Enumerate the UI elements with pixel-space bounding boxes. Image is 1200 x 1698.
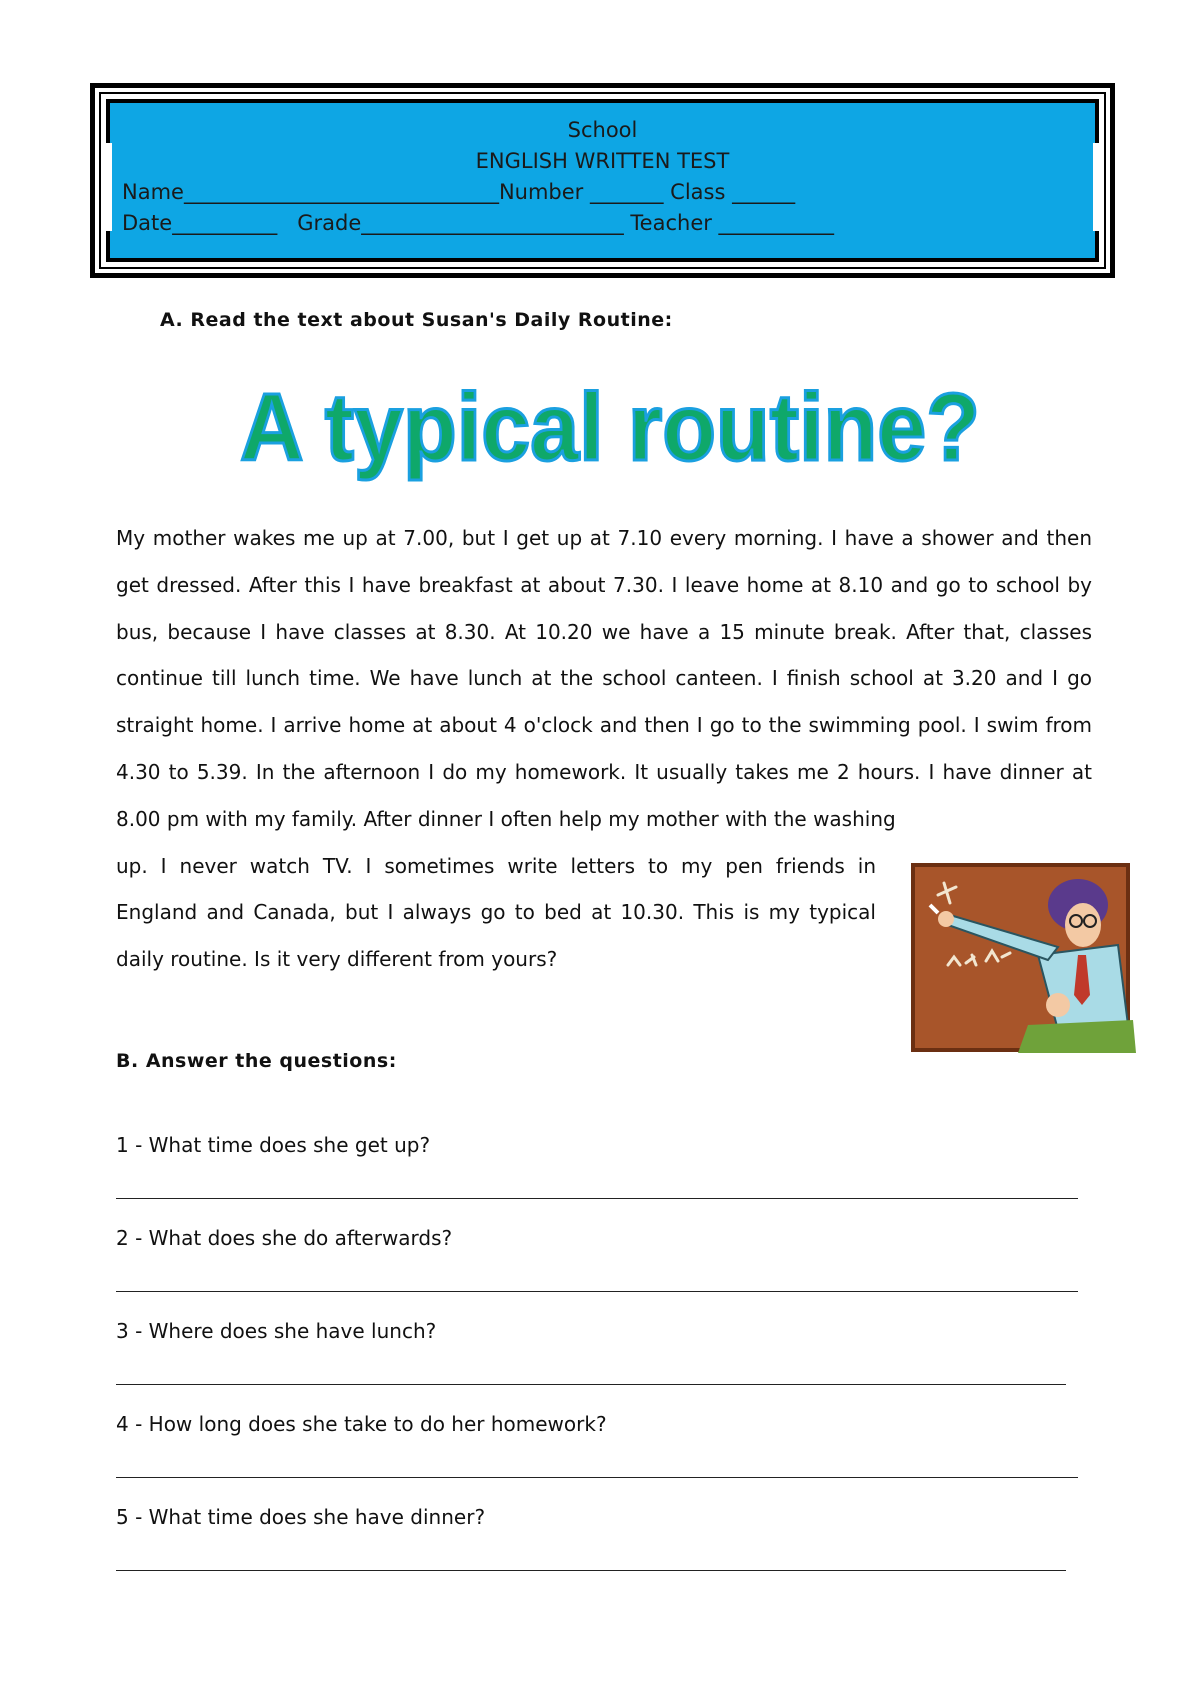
- answer-line-3[interactable]: [116, 1354, 1096, 1401]
- title-wordart-text: A typical routine?: [240, 374, 980, 481]
- header-right-notch: [1093, 143, 1101, 231]
- question-1: 1 - What time does she get up?: [116, 1133, 431, 1157]
- question-2: 2 - What does she do afterwards?: [116, 1226, 453, 1250]
- name-number-class-line: Name______________________________Number _______ Class ______: [122, 180, 796, 204]
- question-3: 3 - Where does she have lunch?: [116, 1319, 437, 1343]
- answer-line-4[interactable]: [116, 1447, 1096, 1494]
- date-grade-teacher-line: Date__________ Grade_________________________ Teacher ___________: [122, 211, 835, 235]
- header-text: [122, 115, 1083, 239]
- question-4: 4 - How long does she take to do her homework?: [116, 1412, 607, 1436]
- question-5: 5 - What time does she have dinner?: [116, 1505, 486, 1529]
- school-label: School: [567, 118, 638, 142]
- title-wordart: [220, 360, 1000, 500]
- answer-line-1[interactable]: [116, 1168, 1096, 1215]
- section-a-heading: A. Read the text about Susan's Daily Routine:: [160, 309, 673, 331]
- passage-main-text: My mother wakes me up at 7.00, but I get up at 7.10 every morning. I have a shower and then get dressed. After this I have breakfast at about 7.30. I leave home at 8.10 and go to school by bus, because I have classes at 8.30. At 10.20 we have a 15 minute break. After that, classes continue till lunch time. We have lunch at the school canteen. I finish school at 3.20 and I go straight home. I arrive home at about 4 o'clock and then I go to the swimming pool. I swim from 4.30 to 5.39. In the afternoon I do my homework. It usually takes me 2 hours. I have dinner at 8.00 pm with my family. After dinner I often help my mother with the washing: [116, 526, 1092, 831]
- teacher-at-blackboard-icon: [908, 855, 1138, 1055]
- section-b-heading: B. Answer the questions:: [116, 1050, 397, 1072]
- test-header-box: [90, 83, 1115, 278]
- passage-remaining-text: up. I never watch TV. I sometimes write letters to my pen friends in England and Canada, but I always go to bed at 10.30. This is my typical daily routine. Is it very different from yours?: [116, 853, 876, 972]
- header-left-notch: [104, 143, 112, 231]
- header-panel: [106, 99, 1099, 262]
- answer-line-5[interactable]: [116, 1540, 1096, 1587]
- header-frame: [99, 92, 1106, 269]
- test-title: ENGLISH WRITTEN TEST: [475, 149, 730, 173]
- answer-line-2[interactable]: [116, 1261, 1096, 1308]
- questions-list: [116, 1122, 1096, 1587]
